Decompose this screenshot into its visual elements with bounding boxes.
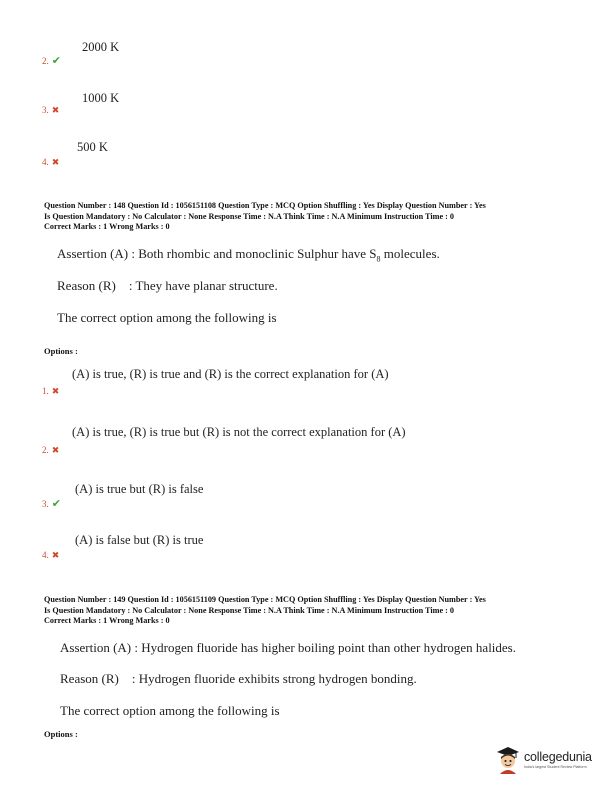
q148-option-4-number: 4. ✖ — [42, 550, 60, 560]
q149-meta-line3: Correct Marks : 1 Wrong Marks : 0 — [44, 616, 170, 625]
q149-meta — [44, 595, 584, 627]
q148-meta-line1: Question Number : 148 Question Id : 1056151108 Question Type : MCQ Option Shuffling : Yes Display Question Number : Yes — [44, 201, 486, 210]
q148-assertion: Assertion (A) : Both rhombic and monoclinic Sulphur have $S_8$ molecules. — [57, 246, 440, 264]
q148-meta-line3: Correct Marks : 1 Wrong Marks : 0 — [44, 222, 170, 231]
q149-options-label: Options : — [44, 729, 78, 739]
prev-option-3-number: 3. ✖ — [42, 105, 60, 115]
prev-option-2-number: 2. ✔ — [42, 55, 61, 67]
q148-option-2-text: (A) is true, (R) is true but (R) is not the correct explanation for (A) — [72, 425, 406, 439]
prev-option-4-text: 500 K — [77, 140, 108, 154]
q148-meta-line2: Is Question Mandatory : No Calculator : None Response Time : N.A Think Time : N.A Minimum Instruction Time : 0 — [44, 211, 455, 221]
cross-icon: ✖ — [51, 550, 60, 560]
q148-option-4-text: (A) is false but (R) is true — [75, 533, 204, 547]
q149-meta-line2: Is Question Mandatory : No Calculator : None Response Time : N.A Think Time : N.A Minimum Instruction Time : 0 — [44, 605, 455, 615]
prev-option-2-text: 2000 K — [82, 40, 120, 54]
q148-meta — [44, 201, 584, 233]
cross-icon: ✖ — [51, 157, 60, 167]
collegedunia-logo — [494, 744, 592, 774]
q148-reason: Reason (R) : They have planar structure. — [57, 278, 278, 293]
q148-option-1-number: 1. ✖ — [42, 386, 60, 396]
q149-reason: Reason (R) : Hydrogen fluoride exhibits strong hydrogen bonding. — [60, 671, 417, 686]
q149-prompt: The correct option among the following is — [60, 703, 280, 718]
q148-option-1-text: (A) is true, (R) is true and (R) is the correct explanation for (A) — [72, 367, 389, 381]
cross-icon: ✖ — [51, 445, 60, 455]
mascot-icon — [494, 744, 522, 774]
prev-option-3-text: 1000 K — [82, 91, 120, 105]
q149-meta-line1: Question Number : 149 Question Id : 1056151109 Question Type : MCQ Option Shuffling : Yes Display Question Number : Yes — [44, 595, 486, 604]
check-icon: ✔ — [51, 55, 61, 67]
q148-option-2-number: 2. ✖ — [42, 445, 60, 455]
check-icon: ✔ — [51, 498, 61, 510]
q148-options-label: Options : — [44, 346, 78, 356]
q148-option-3-number: 3. ✔ — [42, 498, 61, 510]
q148-option-3-text: (A) is true but (R) is false — [75, 482, 204, 496]
q149-assertion: Assertion (A) : Hydrogen fluoride has higher boiling point than other hydrogen halides. — [60, 640, 516, 655]
cross-icon: ✖ — [51, 105, 60, 115]
logo-text: collegedunia — [524, 749, 592, 764]
prev-option-4-number: 4. ✖ — [42, 157, 60, 167]
q148-prompt: The correct option among the following is — [57, 310, 277, 325]
logo-tagline: India's largest Student Review Platform — [524, 764, 587, 769]
cross-icon: ✖ — [51, 386, 60, 396]
